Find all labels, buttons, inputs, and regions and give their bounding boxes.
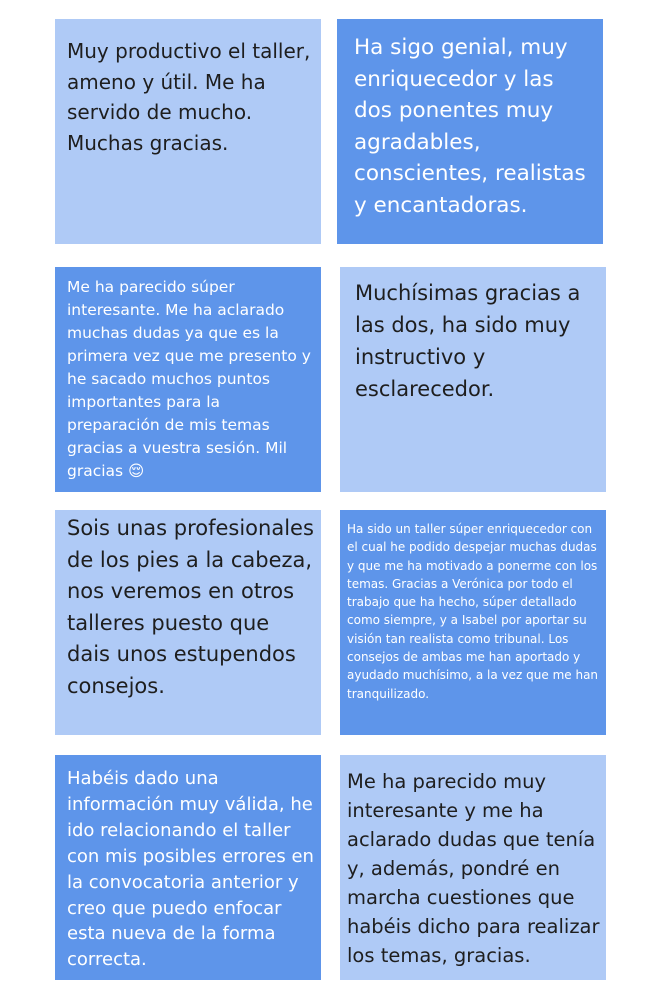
testimonial-card-7: Habéis dado una información muy válida, he ido relacionando el taller con mis posibles errores en la convocatoria anterior y creo que puedo enfocar esta nueva de la forma correcta. [55, 755, 321, 980]
testimonial-card-3: Me ha parecido súper interesante. Me ha aclarado muchas dudas ya que es la primera vez que me presento y he sacado muchos puntos importantes para la preparación de mis temas gracias a vuestra sesión. Mil gracias 😌 [55, 267, 321, 492]
testimonial-card-5: Sois unas profesionales de los pies a la cabeza, nos veremos en otros talleres puesto que dais unos estupendos consejos. [55, 510, 321, 735]
testimonial-card-1: Muy productivo el taller, ameno y útil. Me ha servido de mucho. Muchas gracias. [55, 19, 321, 244]
testimonial-card-6: Ha sido un taller súper enriquecedor con el cual he podido despejar muchas dudas y que me ha motivado a ponerme con los temas. Gracias a Verónica por todo el trabajo que ha hecho, súper detallado como siempre, y a Isabel por aportar su visión tan realista como tribunal. Los consejos de ambas me han aportado y ayudado muchísimo, a la vez que me han tranquilizado. [340, 510, 606, 735]
testimonial-card-4: Muchísimas gracias a las dos, ha sido muy instructivo y esclarecedor. [340, 267, 606, 492]
testimonial-card-8: Me ha parecido muy interesante y me ha aclarado dudas que tenía y, además, pondré en marcha cuestiones que habéis dicho para realizar los temas, gracias. [340, 755, 606, 980]
testimonial-card-2: Ha sigo genial, muy enriquecedor y las dos ponentes muy agradables, conscientes, realistas y encantadoras. [337, 19, 603, 244]
